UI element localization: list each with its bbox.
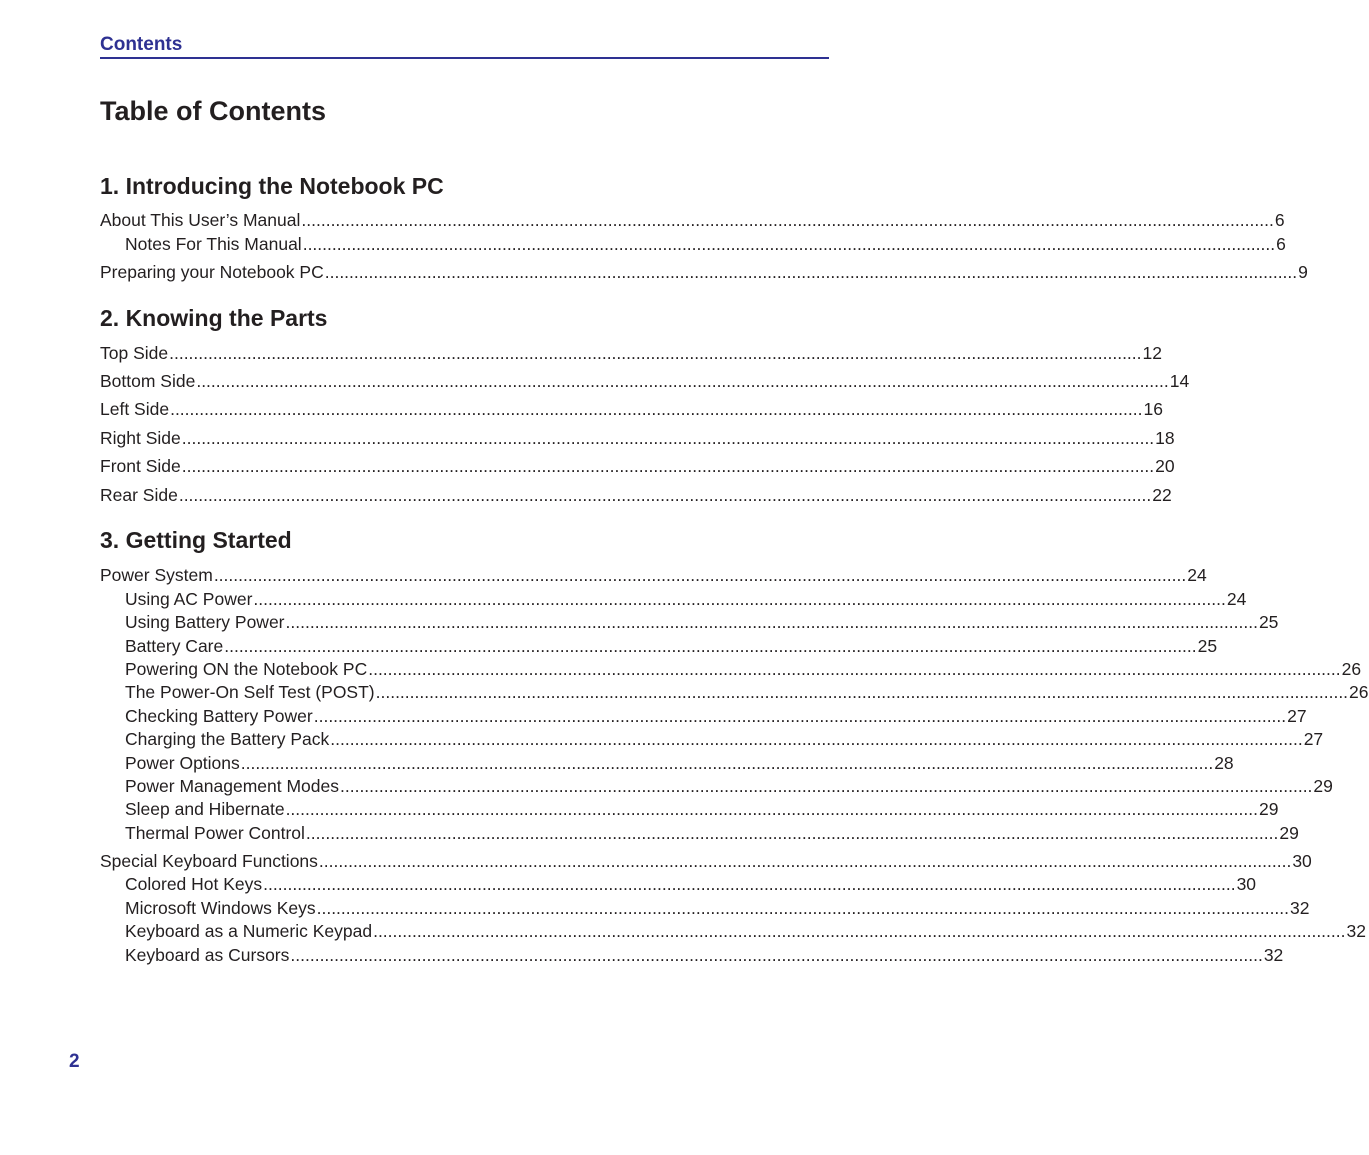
header-label: Contents [100,34,183,55]
toc-entry-charging-the-battery-pack[interactable]: Charging the Battery Pack ........................................................................................................................................................................................................ 27 [125,729,1324,749]
section-heading-knowing-the-parts: 2. Knowing the Parts [100,305,328,331]
dot-leader: ........................................................................................................................................................................................................ [313,706,1287,726]
toc-entry-preparing-your-notebook-pc[interactable]: Preparing your Notebook PC ........................................................................................................................................................................................................ 9 [100,262,1308,282]
dot-leader: ........................................................................................................................................................................................................ [240,753,1214,773]
toc-entry-power-system[interactable]: Power System ........................................................................................................................................................................................................ 24 [100,565,1207,585]
toc-entry-checking-battery-power[interactable]: Checking Battery Power ........................................................................................................................................................................................................ 27 [125,706,1307,726]
dot-leader: ........................................................................................................................................................................................................ [263,874,1236,894]
toc-entry-power-options[interactable]: Power Options ........................................................................................................................................................................................................ 28 [125,753,1234,773]
dot-leader: ........................................................................................................................................................................................................ [318,851,1292,871]
dot-leader: ........................................................................................................................................................................................................ [368,659,1341,679]
toc-entry-about-this-users-manual[interactable]: About This User’s Manual ........................................................................................................................................................................................................ 6 [100,210,1285,230]
page-title: Table of Contents [100,96,326,126]
toc-entry-left-side[interactable]: Left Side ........................................................................................................................................................................................................ 16 [100,399,1163,419]
dot-leader: ........................................................................................................................................................................................................ [316,898,1290,918]
toc-entry-using-battery-power[interactable]: Using Battery Power ........................................................................................................................................................................................................ 25 [125,612,1279,632]
toc-entry-special-keyboard-functions[interactable]: Special Keyboard Functions ........................................................................................................................................................................................................ 30 [100,851,1312,871]
dot-leader: ........................................................................................................................................................................................................ [301,210,1274,230]
toc-entry-microsoft-windows-keys[interactable]: Microsoft Windows Keys ........................................................................................................................................................................................................ 32 [125,898,1310,918]
toc-entry-battery-care[interactable]: Battery Care ........................................................................................................................................................................................................ 25 [125,636,1218,656]
dot-leader: ........................................................................................................................................................................................................ [373,921,1346,941]
section-heading-getting-started: 3. Getting Started [100,527,292,553]
section-heading-introducing: 1. Introducing the Notebook PC [100,173,444,199]
page-number: 2 [69,1051,80,1072]
toc-entry-thermal-power-control[interactable]: Thermal Power Control ........................................................................................................................................................................................................ 29 [125,823,1299,843]
toc-entry-rear-side[interactable]: Rear Side ........................................................................................................................................................................................................ 22 [100,485,1172,505]
dot-leader: ........................................................................................................................................................................................................ [178,485,1152,505]
dot-leader: ........................................................................................................................................................................................................ [169,343,1142,363]
dot-leader: ........................................................................................................................................................................................................ [181,456,1155,476]
dot-leader: ........................................................................................................................................................................................................ [330,729,1303,749]
dot-leader: ........................................................................................................................................................................................................ [170,399,1143,419]
dot-leader: ........................................................................................................................................................................................................ [340,776,1313,796]
toc-entry-using-ac-power[interactable]: Using AC Power ........................................................................................................................................................................................................ 24 [125,589,1247,609]
dot-leader: ........................................................................................................................................................................................................ [302,234,1276,254]
toc-entry-keyboard-as-numeric-keypad[interactable]: Keyboard as a Numeric Keypad ........................................................................................................................................................................................................ 32 [125,921,1366,941]
dot-leader: ........................................................................................................................................................................................................ [224,636,1197,656]
dot-leader: ........................................................................................................................................................................................................ [285,612,1258,632]
toc-entry-keyboard-as-cursors[interactable]: Keyboard as Cursors ........................................................................................................................................................................................................ 32 [125,945,1284,965]
toc-entry-front-side[interactable]: Front Side ........................................................................................................................................................................................................ 20 [100,456,1175,476]
toc-entry-top-side[interactable]: Top Side ........................................................................................................................................................................................................ 12 [100,343,1162,363]
dot-leader: ........................................................................................................................................................................................................ [324,262,1298,282]
dot-leader: ........................................................................................................................................................................................................ [290,945,1263,965]
dot-leader: ........................................................................................................................................................................................................ [181,428,1155,448]
toc-entry-power-management-modes[interactable]: Power Management Modes ........................................................................................................................................................................................................ 29 [125,776,1333,796]
toc-entry-powering-on-the-notebook-pc[interactable]: Powering ON the Notebook PC ........................................................................................................................................................................................................ 26 [125,659,1362,679]
toc-entry-sleep-and-hibernate[interactable]: Sleep and Hibernate ........................................................................................................................................................................................................ 29 [125,799,1279,819]
dot-leader: ........................................................................................................................................................................................................ [285,799,1258,819]
toc-entry-right-side[interactable]: Right Side ........................................................................................................................................................................................................ 18 [100,428,1175,448]
running-header [100,33,829,59]
toc-entry-bottom-side[interactable]: Bottom Side ........................................................................................................................................................................................................ 14 [100,371,1190,391]
dot-leader: ........................................................................................................................................................................................................ [375,682,1349,702]
dot-leader: ........................................................................................................................................................................................................ [213,565,1187,585]
toc-entry-power-on-self-test[interactable]: The Power-On Self Test (POST) ........................................................................................................................................................................................................ 26 [125,682,1369,702]
toc-entry-colored-hot-keys[interactable]: Colored Hot Keys ........................................................................................................................................................................................................ 30 [125,874,1257,894]
dot-leader: ........................................................................................................................................................................................................ [305,823,1279,843]
toc-entry-notes-for-this-manual[interactable]: Notes For This Manual ........................................................................................................................................................................................................ 6 [125,234,1286,254]
dot-leader: ........................................................................................................................................................................................................ [196,371,1169,391]
dot-leader: ........................................................................................................................................................................................................ [253,589,1226,609]
